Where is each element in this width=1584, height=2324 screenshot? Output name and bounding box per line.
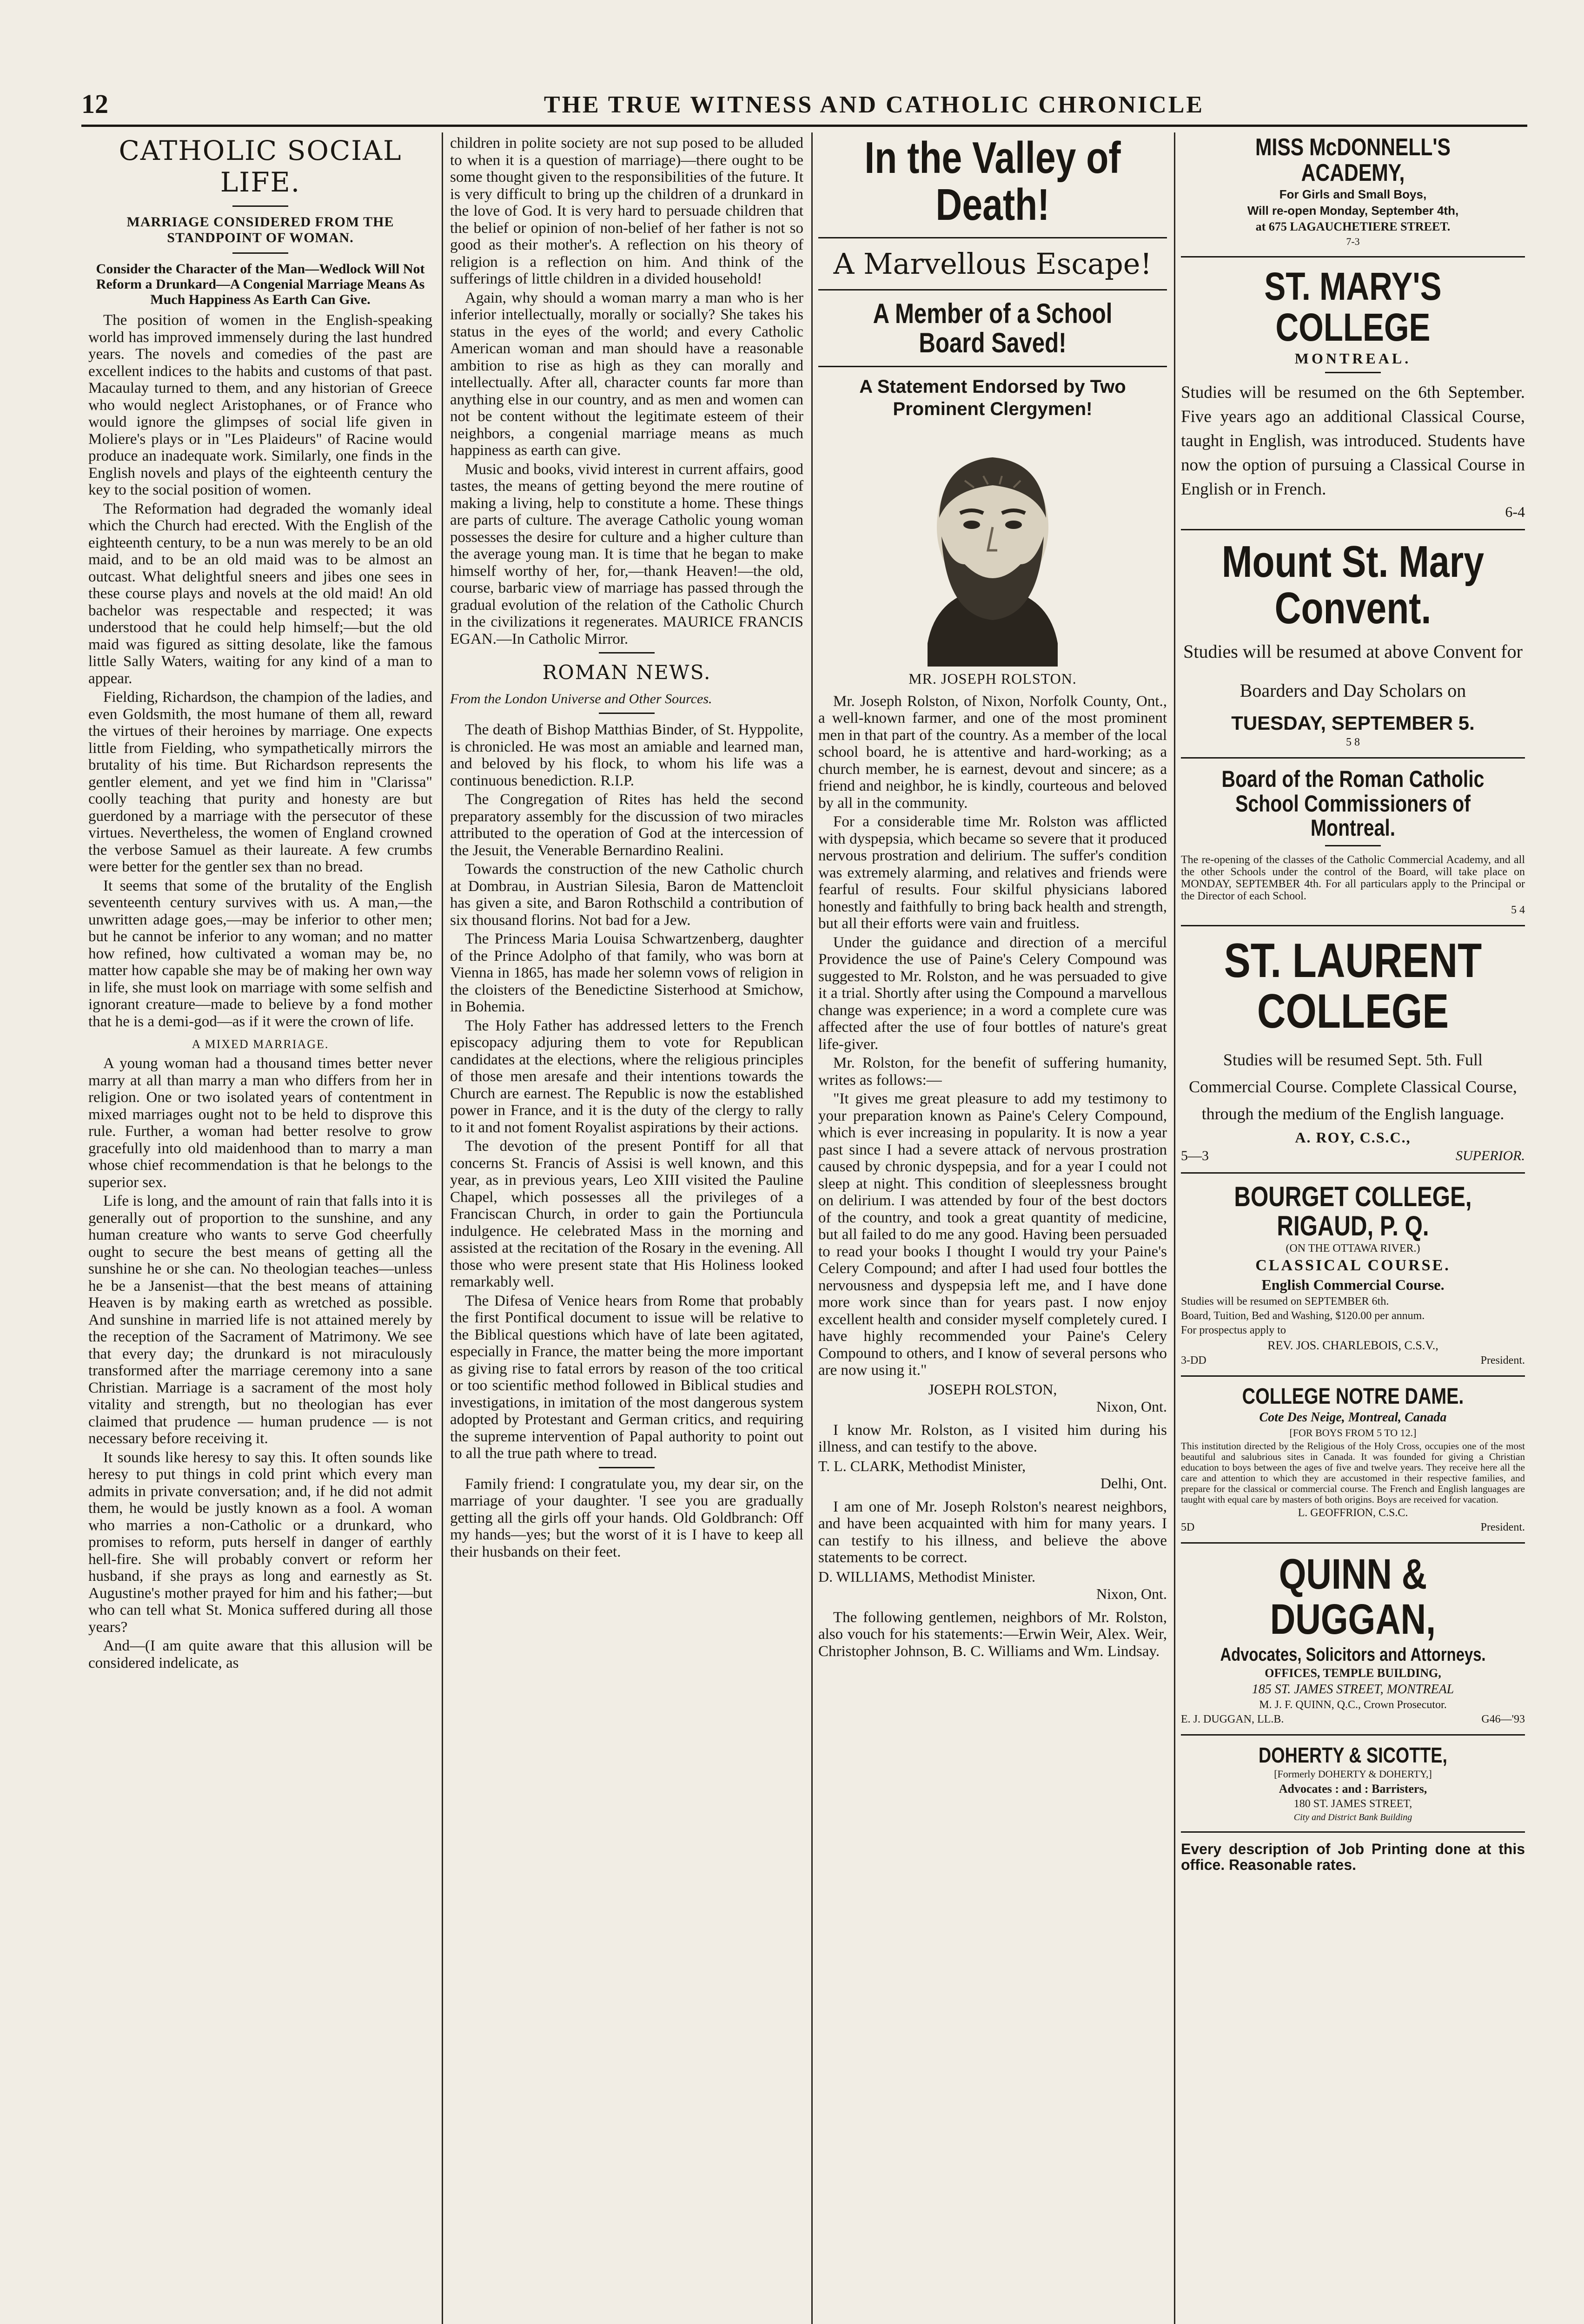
paragraph: The Reformation had degraded the womanly ideal which the Church had erected. With the English of the eighteenth century, to be a nun was merely to be an old maid, and to be an old maid was to be almost an outcast. What delightful sneers and jibes one sees in these course plays and novels at the old maid! An old bachelor was respectable and respected; it was understood that he could help himself;—but the old maid was figured as sitting desolate, like the famous little Sally Waters, waiting for any kind of a man to appear. (88, 500, 432, 687)
ad-signature: REV. JOS. CHARLEBOIS, C.S.V., (1267, 1339, 1438, 1353)
section-byline: From the London Universe and Other Sources. (450, 691, 712, 706)
ad-body: Studies will be resumed at above Convent for Boarders and Day Scholars on (1183, 641, 1523, 701)
ad-deck: A Marvellous Escape! (833, 246, 1152, 281)
job-printing-notice: Every description of Job Printing done at this office. Reasonable rates. (1181, 1840, 1525, 1873)
divider (1181, 757, 1525, 759)
paragraph: It seems that some of the brutality of the English seventeenth century survives with us. A man,—the unwritten adage goes,—may be inferior to other men; but he cannot be inferior to any woman; and no matter how refined, how cultivated a woman may be, no matter how capable she may be of making her own way in life, she must look on marriage with some selfish and ignorant creature—made to believe by a fond mother that he is a demi-god—as if it were the crown of life. (88, 877, 432, 1030)
paragraph: Fielding, Richardson, the champion of the ladies, and even Goldsmith, the most humane of them all, reward the virtues of their heroines by marriage. One expects little from Fielding, who sympathetically mirrors the brutality of his time. But Richardson represents the gentler element, and yet we find him in "Clarissa" coolly teaching that purity and honesty are but guerdoned by a marriage with the persecutor of these virtues. Nevertheless, the women of England crowned the verbose Samuel as their laureate. A few crumbs were better for the gentler sex than no bread. (88, 689, 432, 875)
ad-code: 3-DD (1181, 1354, 1206, 1367)
masthead (81, 88, 1527, 121)
divider (818, 237, 1167, 238)
signature-place: Nixon, Ont. (1096, 1398, 1167, 1415)
paragraph: The position of women in the English-speaking world has improved immensely during the last hundred years. The novels and comedies of the past are excellent indices to the habits and customs of that past. Macaulay turned to them, and any historian of Greece who would neglect Aristophanes, or of France who would ignore the glimpses of social life given in Moliere's plays or in "Les Plaideurs" of Racine would produce an inadequate work. Similarly, one finds in the English novels and plays of the eighteenth century the key to the social position of women. (88, 312, 432, 498)
ad-footer-row (1181, 1148, 1525, 1164)
paragraph: The devotion of the present Pontiff for all that concerns St. Francis of Assisi is well known, and this year, as in previous years, Leo XIII visited the Pauline Chapel, which possesses all the privileges of a Franciscan Church, in order to gain the Portiuncula indulgence. He celebrated Mass in the morning and assisted at the recitation of the Rosary in the evening. All those who were present state that His Holiness looked remarkably well. (450, 1138, 803, 1290)
signature-name: T. L. CLARK, Methodist Minister, (818, 1457, 1026, 1474)
ad-course: CLASSICAL COURSE. (1255, 1257, 1451, 1274)
paragraph: Mr. Joseph Rolston, of Nixon, Norfolk County, Ont., a well-known farmer, and one of the most prominent men in that part of the country. As a member of the local school board, he is attentive and hard-working; as a church member, he is earnest, devout and sincere; as a friend and neighbor, he is kindly, courteous and beloved by all in the community. (818, 693, 1167, 812)
ad-deck: A Statement Endorsed by Two Prominent Clergymen! (859, 376, 1126, 419)
ad-line: OFFICES, TEMPLE BUILDING, (1265, 1666, 1441, 1680)
ad-signature: A. ROY, C.S.C., (1295, 1129, 1411, 1146)
portrait-illustration (895, 425, 1090, 667)
ad-title: Mount St. Mary Convent. (1221, 536, 1485, 634)
ad-subtitle: [FOR BOYS FROM 5 TO 12.] (1289, 1427, 1417, 1439)
ad-subtitle: Cote Des Neige, Montreal, Canada (1259, 1410, 1447, 1425)
column-rule (442, 132, 443, 2324)
ad-code: 5D (1181, 1521, 1195, 1534)
article-deck: Consider the Character of the Man—Wedlock Will Not Reform a Drunkard—A Congenial Marriage Means As Much Happiness As Earth Can Give. (96, 261, 425, 307)
paragraph: A young woman had a thousand times better never marry at all than marry a man who differs from her in religion. One or two isolated years of contentment in mixed marriages ought not to be held to disprove this rule. Further, a woman had better resolve to grow gracefully into old maidenhood than to marry a man whose chief recommendation is that he belongs to the superior sex. (88, 1055, 432, 1191)
ad-body: The re-opening of the classes of the Catholic Commercial Academy, and all the other Schools under the control of the Board, will take place on MONDAY, SEPTEMBER 4th. For all particulars apply to the Principal or the Director of each School. (1181, 853, 1525, 902)
column-rule (1174, 132, 1175, 2324)
ad-line: Studies will be resumed on SEPTEMBER 6th. (1181, 1295, 1389, 1308)
ad-deck: A Member of a School Board Saved! (873, 297, 1113, 358)
portrait-caption: MR. JOSEPH ROLSTON. (908, 670, 1077, 687)
ad-line: [Formerly DOHERTY & DOHERTY,] (1274, 1768, 1432, 1780)
ad-headline: In the Valley of Death! (864, 135, 1121, 230)
paragraph: Mr. Rolston, for the benefit of suffering humanity, writes as follows:— (818, 1055, 1167, 1089)
ad-line: For Girls and Small Boys, (1279, 187, 1427, 202)
divider (599, 652, 655, 654)
paragraph: The Congregation of Rites has held the second preparatory assembly for the discussion of two miracles attributed to the operation of God at the intercession of the Jesuit, the Venerable Bernardino Realini. (450, 791, 803, 859)
article-subhead: MARRIAGE CONSIDERED FROM THE STANDPOINT OF WOMAN. (126, 214, 394, 245)
ad-line: E. J. DUGGAN, LL.B. (1181, 1713, 1284, 1725)
paragraph: The following gentlemen, neighbors of Mr. Rolston, also vouch for his statements:—Erwin Weir, Alex. Weir, Christopher Johnson, B. C. Williams and Wm. Lindsay. (818, 1609, 1167, 1660)
ad-line: Will re-open Monday, September 4th, (1247, 204, 1459, 218)
ad-code: 5 4 (1511, 904, 1525, 916)
ad-title: MISS McDONNELL'S ACADEMY, (1255, 135, 1451, 186)
ad-subtitle: MONTREAL. (1294, 350, 1412, 367)
ad-date: TUESDAY, SEPTEMBER 5. (1231, 712, 1475, 734)
ad-code: 5—3 (1181, 1148, 1209, 1164)
divider (1181, 256, 1525, 257)
divider (1181, 1375, 1525, 1377)
paragraph: Again, why should a woman marry a man who is her inferior intellectually, morally or socially? She takes his status in the eyes of the world; and every Catholic American woman and man should have a reasonable ambition to rise as high as they can morally and intellectually. After all, character counts far more than anything else in our country, and as men and women can not be content without the legitimate esteem of their neighbors, a congenial marriage means as much happiness as earth can give. (450, 289, 803, 459)
paragraph: Towards the construction of the new Catholic church at Dombrau, in Austrian Silesia, Baron de Mattencloit has given a site, and Baron Rothschild a contribution of six thousand florins. Not bad for a Jew. (450, 861, 803, 929)
ad-line: For prospectus apply to (1181, 1324, 1286, 1337)
column-catholic-social-life (88, 135, 432, 2324)
ad-line: M. J. F. QUINN, Q.C., Crown Prosecutor. (1259, 1698, 1447, 1711)
article-headline: CATHOLIC SOCIAL LIFE. (119, 135, 402, 198)
ad-subtitle: (ON THE OTTAWA RIVER.) (1286, 1242, 1420, 1255)
divider (818, 366, 1167, 367)
ad-role: President. (1480, 1521, 1525, 1534)
ad-body: Studies will be resumed Sept. 5th. Full Commercial Course. Complete Classical Course, through the medium of the English language. (1189, 1050, 1517, 1123)
paragraph: I am one of Mr. Joseph Rolston's nearest neighbors, and have been acquainted with him for many years. I can testify to his illness, and believe the above statements to be correct. (818, 1498, 1167, 1566)
paragraph: For a considerable time Mr. Rolston was afflicted with dyspepsia, which became so severe that it produced nervous prostration and delirium. The suffer's condition was extremely alarming, and relatives and friends were fearful of results. Four skilful physicians labored honestly and faithfully to bring back health and strength, but all their efforts were vain and fruitless. (818, 813, 1167, 932)
divider (1181, 1542, 1525, 1544)
divider (1181, 529, 1525, 530)
masthead-rule (81, 125, 1527, 127)
testimonial-quote: "It gives me great pleasure to add my testimony to your preparation known as Paine's Celery Compound, which is ever increasing in popularity. It is now a year past since I had a severe attack of nervous prostration caused by chronic dyspepsia, and for a year I could not sleep at night. This condition of sleeplessness brought on delirium. I was attended by four of the best doctors of the country, and took a great quantity of medicine, but all failed to do me any good. Having been persuaded to read your books I thought I would try your Paine's Celery Compound; and after I had used four bottles the nervousness and dyspepsia left me, and I have done more work since than for years past. I now enjoy excellent health and consider myself completely cured. I have highly recommended your Paine's Celery Compound to others, and I know of several persons who are now using it." (818, 1090, 1167, 1379)
column-advertisements (1181, 135, 1525, 2324)
ad-course: English Commercial Course. (1261, 1276, 1445, 1294)
divider (1181, 1172, 1525, 1174)
signature-name: D. WILLIAMS, Methodist Minister. (818, 1568, 1035, 1585)
paragraph: children in polite society are not sup posed to be alluded to when it is a question of marriage)—there ought to be some thought given to the responsibilities of the future. It is very difficult to bring up the children of a drunkard in the love of God. It is very hard to persuade children that the belief or opinion of non-belief of her father is not so good as their mother's. A reflection on his theory of religion is a reflection on him. And think of the sufferings of little children in a divided household! (450, 135, 803, 287)
quip-paragraph: Family friend: I congratulate you, my dear sir, on the marriage of your daughter. 'I see you are gradually getting all the girls off your hands. Old Goldbranch: Off my hands—yes; but the worst of it is I have to keep all their husbands on their feet. (450, 1475, 803, 1560)
page-number: 12 (81, 89, 108, 119)
paragraph: It sounds like heresy to say this. It often sounds like heresy to put things in cold print which every man admits in private conversation; and, if he did not admit them, he would be justly known as a fool. A woman who marries a non-Catholic or a drunkard, who promises to reform, puts herself in danger of earthly hell-fire. She will probably convert or reform her husband, if she prays as long and earnestly as St. Augustine's mother prayed for him and his father;—but who can tell what St. Monica suffered during all those years? (88, 1449, 432, 1636)
ad-body: This institution directed by the Religious of the Holy Cross, occupies one of the most beautiful and salubrious sites in Canada. It was founded for giving a Christian education to boys between the ages of five and twelve years. They receive here all the care and attention to which they are accustomed in their respective families, and prepare for the classical or commercial course. The French and English languages are taught with equal care by masters of both origins. Boys are received for vacation. (1181, 1440, 1525, 1505)
ad-title: DOHERTY & SICOTTE, (1259, 1743, 1447, 1767)
running-head: THE TRUE WITNESS AND CATHOLIC CHRONICLE (543, 92, 1205, 118)
divider (1181, 925, 1525, 926)
ad-line: Advocates : and : Barristers, (1279, 1782, 1427, 1796)
paragraph: The Princess Maria Louisa Schwartzenberg, daughter of the Prince Adolpho of that family, who was born at Vienna in 1865, has made her solemn vows of religion in the cloisters of the Benedictine Sisterhood at Smichow, in Bohemia. (450, 931, 803, 1015)
paragraph: The Difesa of Venice hears from Rome that probably the first Pontifical document to issue will be relative to the Biblical questions which have of late been agitated, especially in France, the matter being the more important as giving rise to fatal errors by reason of the too critical or too scientific method followed in Biblical studies and investigations, in imitation of the most dangerous system adopted by Protestant and German critics, and requiring the supreme intervention of Papal authority to point out to all the true path where to tread. (450, 1292, 803, 1462)
section-headline: ROMAN NEWS. (542, 661, 711, 684)
column-rule (811, 132, 813, 2324)
divider (818, 289, 1167, 290)
divider (1181, 1831, 1525, 1833)
ad-role: President. (1480, 1354, 1525, 1367)
ad-footer-row (1181, 1713, 1525, 1726)
paragraph: The Holy Father has addressed letters to the French episcopacy adjuring them to vote for Republican candidates at the elections, where the religious principles of those men aresafe and their intentions towards the Church are earnest. The Republic is now the established power in France, and it is the duty of the clergy to rally to it and not foment Royalist aspirations by their actions. (450, 1017, 803, 1136)
divider (1181, 1734, 1525, 1736)
ad-body: Studies will be resumed on the 6th September. Five years ago an additional Classical Course, taught in English, was introduced. Students have now the option of pursuing a Classical Course in English or in French. (1181, 383, 1525, 499)
paragraph: And—(I am quite aware that this allusion will be considered indelicate, as (88, 1637, 432, 1671)
ad-subtitle: Advocates, Solicitors and Attorneys. (1220, 1644, 1486, 1665)
paragraph: I know Mr. Rolston, as I visited him during his illness, and can testify to the above. (818, 1421, 1167, 1456)
divider (232, 252, 288, 254)
divider (232, 205, 288, 207)
divider (599, 713, 655, 714)
ad-line: 185 ST. JAMES STREET, MONTREAL (1252, 1682, 1454, 1697)
paragraph: The death of Bishop Matthias Binder, of St. Hyppolite, is chronicled. He was most an amiable and learned man, and beloved by his flock, to whom his life was a continuous benediction. R.I.P. (450, 721, 803, 789)
paragraph: Under the guidance and direction of a merciful Providence the use of Paine's Celery Compound was suggested to Mr. Rolston, and he was persuaded to give it a trial. Shortly after using the Compound a marvellous change was experience; in a word a complete cure was affected after the use of four bottles of nature's great life-giver. (818, 934, 1167, 1053)
signature-place: Delhi, Ont. (1100, 1474, 1167, 1492)
ad-footer-row (1181, 1354, 1525, 1367)
ad-title: Board of the Roman Catholic School Commissioners of Montreal. (1221, 766, 1485, 841)
divider (1325, 372, 1381, 373)
ad-title: QUINN & DUGGAN, (1270, 1551, 1436, 1644)
paragraph: Life is long, and the amount of rain that falls into it is generally out of proportion to the sunshine, and any human creature who wants to serve God cheerfully ought to secure the best means of getting all the sunshine he or she can. No theologian teaches—unless he be a Jansenist—that the best means of attaining Heaven is by making earth as wretched as possible. And sunshine in married life is not attained merely by the reception of the Sacrament of Matrimony. We see that every day; the drunkard is not miraculously transformed after the marriage ceremony into a sane Christian. Marriage is a sacrament of the most holy vitality and strength, but no theologian has ever claimed that prudence — human prudence — is not necessary before receiving it. (88, 1193, 432, 1447)
signature-place: Nixon, Ont. (1096, 1585, 1167, 1602)
divider (1325, 845, 1381, 846)
ad-line: City and District Bank Building (1293, 1812, 1412, 1822)
column-roman-news (450, 135, 803, 2324)
section-subhead: A MIXED MARRIAGE. (192, 1037, 329, 1051)
paragraph: Music and books, vivid interest in current affairs, good tastes, the means of getting beyond the mere routine of making a living, help to constitute a home. These things are parts of culture. The average Catholic young woman possesses the desire for culture and a higher culture than the average young man. It is time that he began to make himself worthy of her, for,—thank Heaven!—the old, course, barbaric view of marriage has passed through the gradual evolution of the relation of the Catholic Church in the civilizations it regenerates. MAURICE FRANCIS EGAN.—In Catholic Mirror. (450, 461, 803, 647)
ad-code: 7-3 (1346, 236, 1360, 248)
ad-title: BOURGET COLLEGE, RIGAUD, P. Q. (1234, 1181, 1472, 1242)
ad-role: SUPERIOR. (1455, 1148, 1525, 1164)
ad-signature: L. GEOFFRION, C.S.C. (1298, 1507, 1408, 1519)
ad-line: 180 ST. JAMES STREET, (1293, 1797, 1412, 1810)
column-valley-of-death (818, 135, 1167, 2324)
ad-line: Board, Tuition, Bed and Washing, $120.00 per annum. (1181, 1310, 1425, 1322)
signature-name: JOSEPH ROLSTON, (928, 1380, 1057, 1398)
ad-code: G46—'93 (1481, 1713, 1525, 1725)
ad-title: ST. MARY'S COLLEGE (1264, 264, 1442, 350)
ad-line: at 675 LAGAUCHETIERE STREET. (1255, 220, 1451, 234)
divider (599, 1467, 655, 1468)
ad-code: 6-4 (1505, 503, 1525, 520)
ad-footer-row (1181, 1521, 1525, 1534)
ad-title: COLLEGE NOTRE DAME. (1242, 1384, 1464, 1409)
ad-title: ST. LAURENT COLLEGE (1224, 933, 1482, 1038)
ad-code: 5 8 (1346, 736, 1360, 749)
